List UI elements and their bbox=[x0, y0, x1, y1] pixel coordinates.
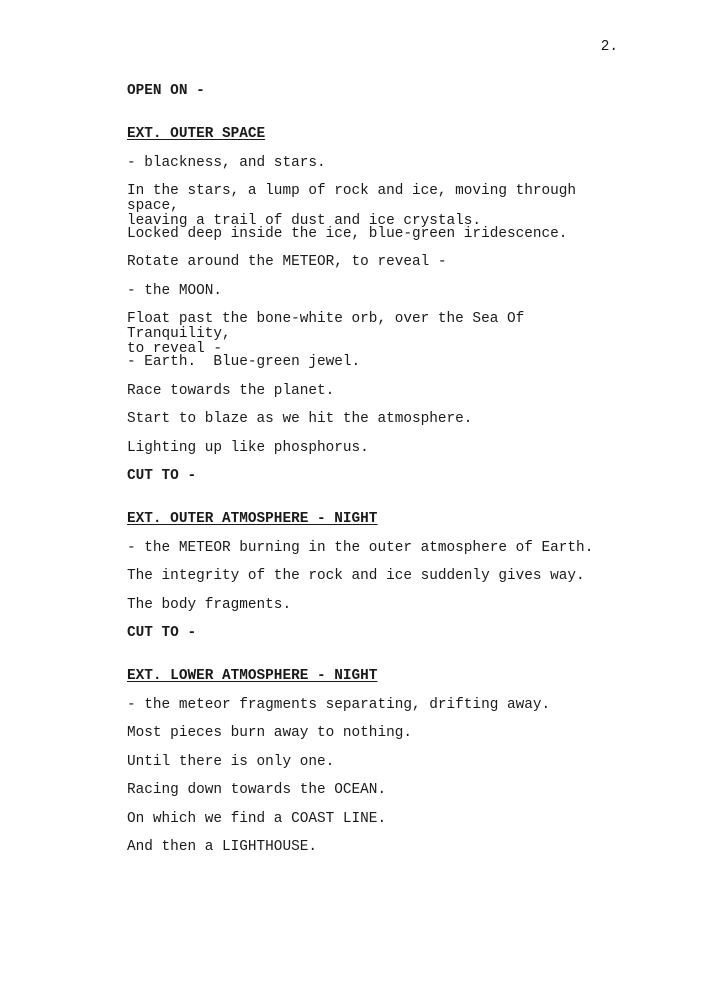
transition-cut-to: CUT TO - bbox=[127, 625, 197, 641]
action-line: - the METEOR burning in the outer atmosphere of Earth. bbox=[127, 540, 594, 556]
action-line: Lighting up like phosphorus. bbox=[127, 440, 369, 456]
scene-heading-lower-atmosphere: EXT. LOWER ATMOSPHERE - NIGHT bbox=[127, 668, 378, 684]
action-line: - blackness, and stars. bbox=[127, 155, 326, 171]
action-line: And then a LIGHTHOUSE. bbox=[127, 839, 317, 855]
transition-open-on: OPEN ON - bbox=[127, 83, 205, 99]
action-line: - the MOON. bbox=[127, 283, 222, 299]
action-line: On which we find a COAST LINE. bbox=[127, 811, 387, 827]
action-line: The body fragments. bbox=[127, 597, 292, 613]
action-line: The integrity of the rock and ice suddenly gives way. bbox=[127, 568, 585, 584]
action-line: - the meteor fragments separating, drifting away. bbox=[127, 697, 551, 713]
action-line: - Earth. Blue-green jewel. bbox=[127, 354, 361, 370]
action-line: Float past the bone-white orb, over the Sea Of Tranquility, to reveal - bbox=[127, 311, 525, 357]
scene-heading-outer-atmosphere: EXT. OUTER ATMOSPHERE - NIGHT bbox=[127, 511, 378, 527]
action-line: Most pieces burn away to nothing. bbox=[127, 725, 412, 741]
page-number: 2. bbox=[600, 39, 618, 55]
action-line: Race towards the planet. bbox=[127, 383, 335, 399]
scene-heading-outer-space: EXT. OUTER SPACE bbox=[127, 126, 266, 142]
action-line: Start to blaze as we hit the atmosphere. bbox=[127, 411, 473, 427]
transition-cut-to: CUT TO - bbox=[127, 468, 197, 484]
action-line: Racing down towards the OCEAN. bbox=[127, 782, 387, 798]
action-line: Locked deep inside the ice, blue-green iridescence. bbox=[127, 226, 568, 242]
action-line: In the stars, a lump of rock and ice, moving through space, leaving a trail of dust and ice crystals. bbox=[127, 183, 577, 229]
action-line: Until there is only one. bbox=[127, 754, 335, 770]
action-line: Rotate around the METEOR, to reveal - bbox=[127, 254, 447, 270]
